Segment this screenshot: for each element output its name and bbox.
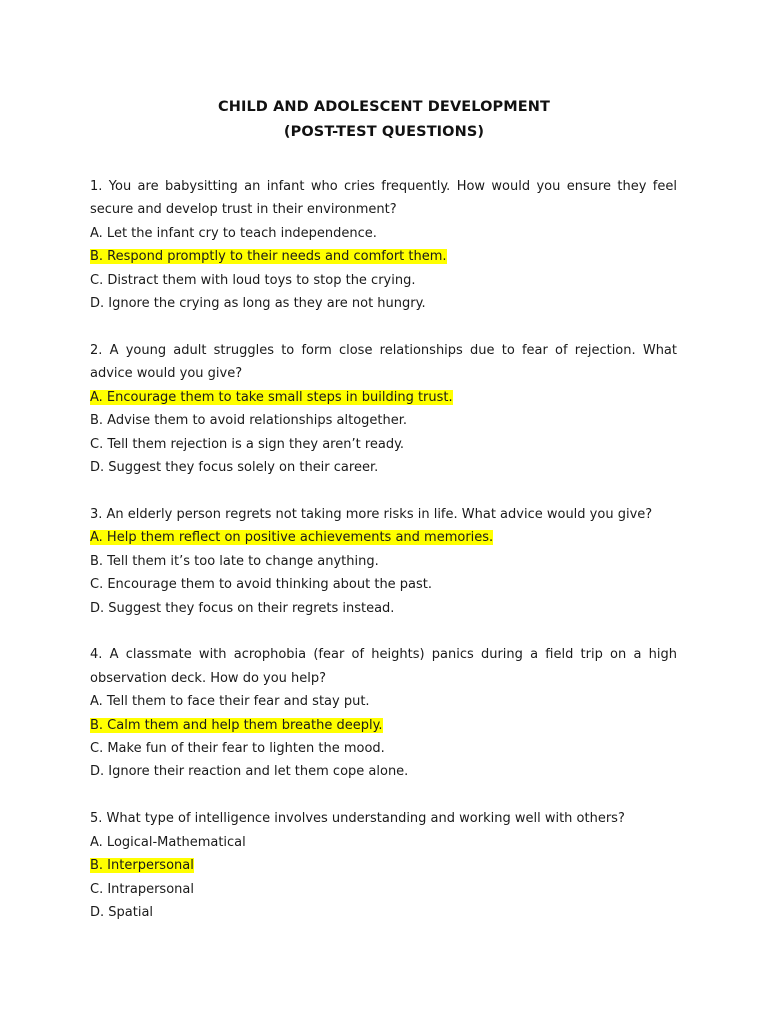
document-title: CHILD AND ADOLESCENT DEVELOPMENT [217,99,551,115]
option-text: C. Tell them rejection is a sign they aren’t ready. [90,436,405,452]
option-d [90,597,677,620]
option-text: C. Intrapersonal [90,881,194,897]
question-stem: 1. You are babysitting an infant who cries frequently. How would you ensure they feel secure and develop trust in their environment? [90,179,677,218]
option-b [90,409,677,432]
correct-answer-highlight: B. Interpersonal [90,858,194,874]
question-4 [90,643,677,783]
option-d [90,456,677,479]
option-text: D. Spatial [90,904,154,920]
correct-answer-highlight: A. Encourage them to take small steps in building trust. [90,389,453,405]
option-text: A. Let the infant cry to teach independence. [90,225,377,241]
correct-answer-highlight: B. Calm them and help them breathe deeply. [90,717,383,733]
option-text: A. Tell them to face their fear and stay put. [90,694,370,710]
option-a [90,222,677,245]
option-c [90,433,677,456]
option-text: C. Make fun of their fear to lighten the mood. [90,741,385,757]
question-1 [90,175,677,315]
option-b [90,245,677,268]
question-3 [90,503,677,620]
option-d [90,760,677,783]
option-text: D. Suggest they focus on their regrets instead. [90,600,395,616]
option-d [90,901,677,924]
correct-answer-highlight: A. Help them reflect on positive achievements and memories. [90,530,494,546]
option-c [90,878,677,901]
option-a [90,831,677,854]
option-text: D. Ignore the crying as long as they are not hungry. [90,296,426,312]
question-stem: 5. What type of intelligence involves understanding and working well with others? [90,811,625,827]
option-text: D. Ignore their reaction and let them cope alone. [90,764,409,780]
option-b [90,714,677,737]
option-d [90,292,677,315]
question-stem: 4. A classmate with acrophobia (fear of heights) panics during a field trip on a high observation deck. How do you help? [90,647,677,686]
option-b [90,550,677,573]
question-2 [90,339,677,479]
option-text: B. Tell them it’s too late to change anything. [90,553,379,569]
document-header [0,95,768,145]
question-5 [90,807,677,924]
option-a [90,526,677,549]
correct-answer-highlight: B. Respond promptly to their needs and comfort them. [90,249,447,265]
option-text: A. Logical-Mathematical [90,834,246,850]
option-text: B. Advise them to avoid relationships altogether. [90,413,408,429]
question-list [90,175,677,948]
option-c [90,737,677,760]
question-stem: 3. An elderly person regrets not taking more risks in life. What advice would you give? [90,506,653,522]
document-subtitle: (POST-TEST QUESTIONS) [283,124,485,140]
question-stem: 2. A young adult struggles to form close relationships due to fear of rejection. What advice would you give? [90,342,677,382]
option-b [90,854,677,877]
option-text: C. Distract them with loud toys to stop the crying. [90,272,416,288]
option-c [90,269,677,292]
option-a [90,690,677,713]
option-c [90,573,677,596]
option-a [90,386,677,409]
option-text: D. Suggest they focus solely on their career. [90,459,379,475]
option-text: C. Encourage them to avoid thinking about the past. [90,577,433,593]
